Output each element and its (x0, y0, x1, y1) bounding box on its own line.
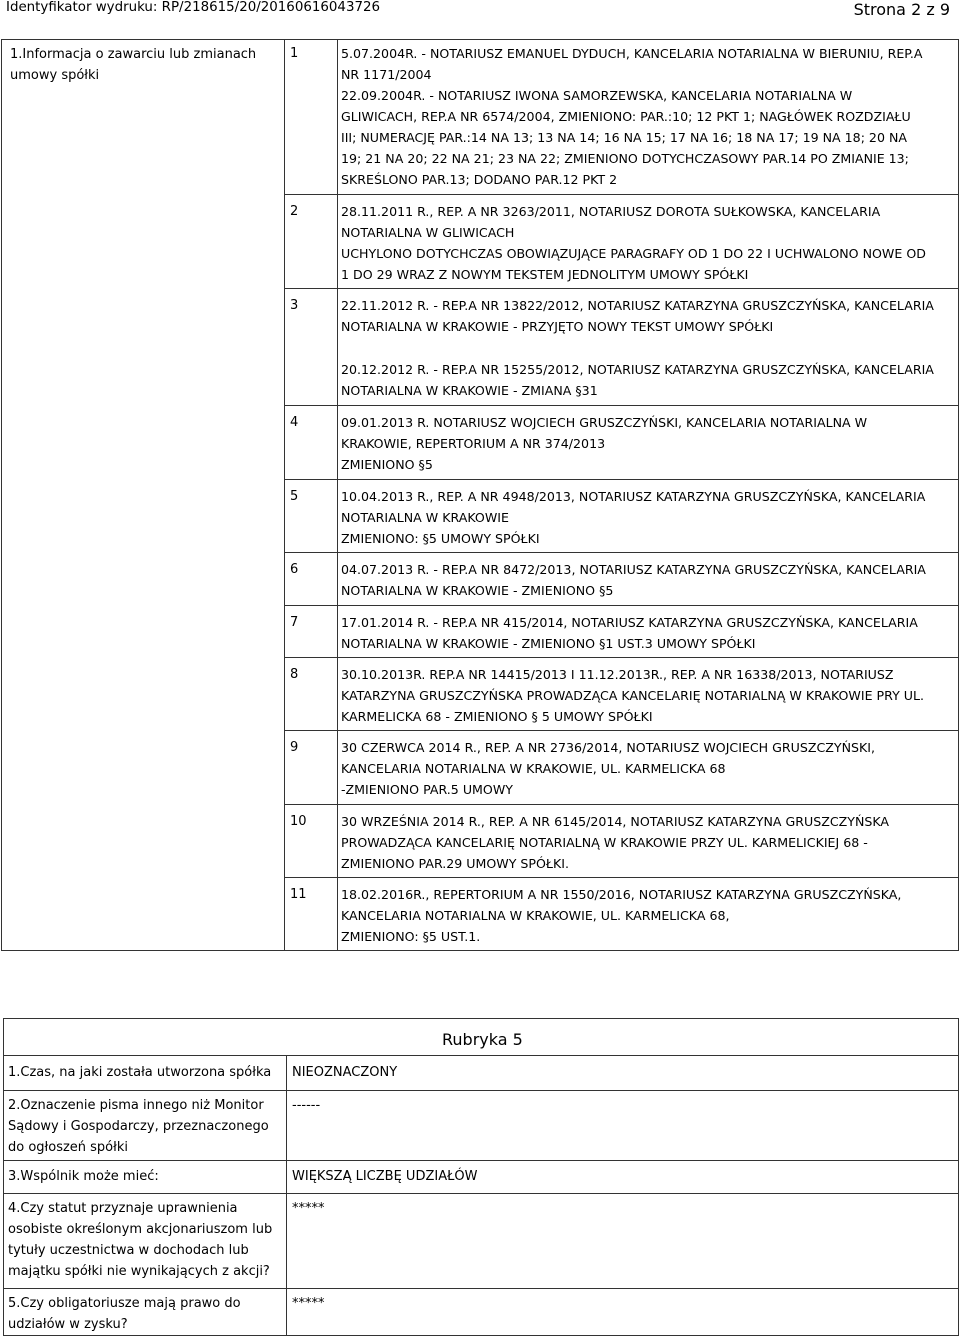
entry-line: UCHYLONO DOTYCHCZAS OBOWIĄZUJĄCE PARAGRAFY OD 1 DO 22 I UCHWALONO NOWE OD (341, 246, 926, 261)
row-divider (284, 877, 958, 878)
entry-line: KATARZYNA GRUSZCZYŃSKA PROWADZĄCA KANCELARIĘ NOTARIALNĄ W KRAKOWIE PRY UL. (341, 688, 925, 703)
entry-line: 22.11.2012 R. - REP.A NR 13822/2012, NOTARIUSZ KATARZYNA GRUSZCZYŃSKA, KANCELARIA (341, 298, 934, 313)
row-divider (284, 605, 958, 606)
entry-line: SKREŚLONO PAR.13; DODANO PAR.12 PKT 2 (341, 172, 618, 187)
entry-line: ZMIENIONO: §5 UMOWY SPÓŁKI (341, 531, 540, 546)
entry-line: KANCELARIA NOTARIALNA W KRAKOWIE, UL. KARMELICKA 68, (341, 908, 730, 923)
entry-line: 20.12.2012 R. - REP.A NR 15255/2012, NOTARIUSZ KATARZYNA GRUSZCZYŃSKA, KANCELARIA (341, 362, 934, 377)
column-divider (337, 40, 338, 950)
entry-line: 30 WRZEŚNIA 2014 R., REP. A NR 6145/2014, NOTARIUSZ KATARZYNA GRUSZCZYŃSKA (341, 814, 890, 829)
entry-line: NOTARIALNA W GLIWICACH (341, 225, 515, 240)
entry-number: 5 (290, 489, 299, 504)
answer-value: WIĘKSZĄ LICZBĘ UDZIAŁÓW (292, 1169, 478, 1184)
answer-value: ***** (292, 1296, 325, 1311)
entry-line: NOTARIALNA W KRAKOWIE (341, 510, 509, 525)
entry-line: ZMIENIONO PAR.29 UMOWY SPÓŁKI. (341, 856, 569, 871)
entry-number: 7 (290, 615, 299, 630)
entry-line: -ZMIENIONO PAR.5 UMOWY (341, 782, 513, 797)
question-label: 3.Wspólnik może mieć: (8, 1169, 159, 1184)
row-divider (284, 552, 958, 553)
entry-number: 9 (290, 740, 299, 755)
row-divider (284, 479, 958, 480)
entry-line: KRAKOWIE, REPERTORIUM A NR 374/2013 (341, 436, 606, 451)
section1-label: 1.Informacja o zawarciu lub zmianach umowy spółki (10, 47, 257, 83)
row-divider (284, 804, 958, 805)
entry-line: ZMIENIONO §5 (341, 457, 433, 472)
entry-text (341, 737, 953, 800)
entry-text (341, 559, 953, 601)
rubryka5-title: Rubryka 5 (442, 1030, 523, 1049)
entry-number: 10 (290, 814, 307, 829)
entry-line: 09.01.2013 R. NOTARIUSZ WOJCIECH GRUSZCZYŃSKI, KANCELARIA NOTARIALNA W (341, 415, 868, 430)
answer-value: ***** (292, 1201, 325, 1216)
question-label: 5.Czy obligatoriusze mają prawo do udziałów w zysku? (8, 1296, 241, 1332)
row-divider (4, 1288, 958, 1289)
entry-number: 3 (290, 298, 299, 313)
entry-line: GLIWICACH, REP.A NR 6574/2004, ZMIENIONO: PAR.:10; 12 PKT 1; NAGŁÓWEK ROZDZIAŁU (341, 109, 911, 124)
entry-line: 22.09.2004R. - NOTARIUSZ IWONA SAMORZEWSKA, KANCELARIA NOTARIALNA W (341, 88, 853, 103)
answer-value: NIEOZNACZONY (292, 1065, 398, 1080)
answer-value: ------ (292, 1098, 321, 1113)
page-number: Strona 2 z 9 (853, 0, 950, 19)
entry-line: 30 CZERWCA 2014 R., REP. A NR 2736/2014, NOTARIUSZ WOJCIECH GRUSZCZYŃSKI, (341, 740, 875, 755)
entry-number: 11 (290, 887, 307, 902)
entry-number: 1 (290, 46, 299, 61)
entry-line (341, 337, 953, 359)
row-divider (4, 1193, 958, 1194)
row-divider (4, 1055, 958, 1056)
row-divider (4, 1160, 958, 1161)
entry-line: 30.10.2013R. REP.A NR 14415/2013 I 11.12.2013R., REP. A NR 16338/2013, NOTARIUSZ (341, 667, 894, 682)
entry-line: NOTARIALNA W KRAKOWIE - ZMIANA §31 (341, 383, 598, 398)
row-divider (284, 657, 958, 658)
entry-text (341, 412, 953, 475)
column-divider (284, 40, 285, 950)
entry-text (341, 201, 953, 285)
print-identifier: Identyfikator wydruku: RP/218615/20/20160616043726 (6, 0, 381, 15)
question-label: 4.Czy statut przyznaje uprawnienia osobiste określonym akcjonariuszom lub tytuły uczestnictwa w dochodach lub majątku spółki nie wynikających z akcji? (8, 1201, 273, 1279)
entry-number: 6 (290, 562, 299, 577)
entry-line: 1 DO 29 WRAZ Z NOWYM TEKSTEM JEDNOLITYM UMOWY SPÓŁKI (341, 267, 749, 282)
row-divider (284, 194, 958, 195)
entry-text (341, 884, 953, 947)
entry-text (341, 612, 953, 654)
entry-line: 18.02.2016R., REPERTORIUM A NR 1550/2016, NOTARIUSZ KATARZYNA GRUSZCZYŃSKA, (341, 887, 902, 902)
entry-number: 8 (290, 667, 299, 682)
entry-line: KARMELICKA 68 - ZMIENIONO § 5 UMOWY SPÓŁKI (341, 709, 653, 724)
question-label: 2.Oznaczenie pisma innego niż Monitor Sądowy i Gospodarczy, przeznaczonego do ogłoszeń spółki (8, 1098, 269, 1155)
entry-text (341, 486, 953, 549)
entry-line: 10.04.2013 R., REP. A NR 4948/2013, NOTARIUSZ KATARZYNA GRUSZCZYŃSKA, KANCELARIA (341, 489, 926, 504)
question-label: 1.Czas, na jaki została utworzona spółka (8, 1065, 272, 1080)
entry-text (341, 664, 953, 727)
entry-line: 19; 21 NA 20; 22 NA 21; 23 NA 22; ZMIENIONO DOTYCHCZASOWY PAR.14 PO ZMIANIE 13; (341, 151, 909, 166)
entry-line: 17.01.2014 R. - REP.A NR 415/2014, NOTARIUSZ KATARZYNA GRUSZCZYŃSKA, KANCELARIA (341, 615, 918, 630)
entry-line: 04.07.2013 R. - REP.A NR 8472/2013, NOTARIUSZ KATARZYNA GRUSZCZYŃSKA, KANCELARIA (341, 562, 926, 577)
entry-line: NR 1171/2004 (341, 67, 432, 82)
column-divider (286, 1055, 287, 1335)
row-divider (284, 405, 958, 406)
entry-line: NOTARIALNA W KRAKOWIE - PRZYJĘTO NOWY TEKST UMOWY SPÓŁKI (341, 319, 774, 334)
entry-line: PROWADZĄCA KANCELARIĘ NOTARIALNĄ W KRAKOWIE PRZY UL. KARMELICKIEJ 68 - (341, 835, 868, 850)
entry-line: 5.07.2004R. - NOTARIUSZ EMANUEL DYDUCH, KANCELARIA NOTARIALNA W BIERUNIU, REP.A (341, 46, 923, 61)
entry-text (341, 295, 953, 401)
entry-line: ZMIENIONO: §5 UST.1. (341, 929, 481, 944)
entry-text (341, 43, 953, 190)
entry-line: NOTARIALNA W KRAKOWIE - ZMIENIONO §1 UST.3 UMOWY SPÓŁKI (341, 636, 756, 651)
entry-line: 28.11.2011 R., REP. A NR 3263/2011, NOTARIUSZ DOROTA SUŁKOWSKA, KANCELARIA (341, 204, 881, 219)
entry-number: 2 (290, 204, 299, 219)
row-divider (284, 730, 958, 731)
entry-line: NOTARIALNA W KRAKOWIE - ZMIENIONO §5 (341, 583, 614, 598)
entry-line: III; NUMERACJĘ PAR.:14 NA 13; 13 NA 14; 16 NA 15; 17 NA 16; 18 NA 17; 19 NA 18; 20 NA (341, 130, 907, 145)
row-divider (4, 1090, 958, 1091)
entry-number: 4 (290, 415, 299, 430)
entry-line: KANCELARIA NOTARIALNA W KRAKOWIE, UL. KARMELICKA 68 (341, 761, 726, 776)
entry-text (341, 811, 953, 874)
row-divider (284, 288, 958, 289)
